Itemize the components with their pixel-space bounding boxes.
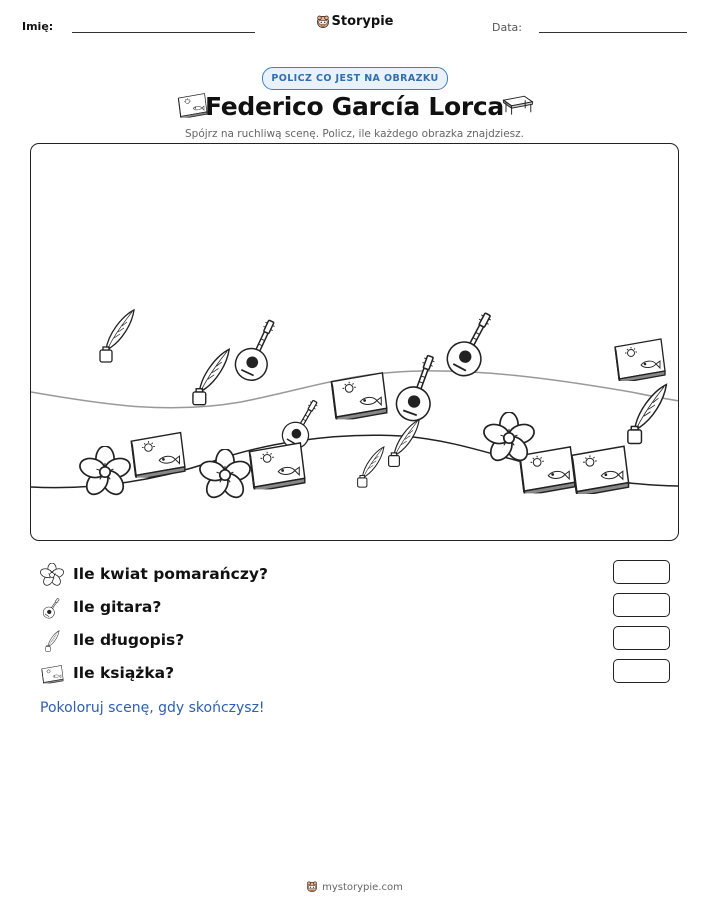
book-icon [572,446,629,496]
guitar-icon [278,395,327,453]
activity-badge: POLICZ CO JEST NA OBRAZKU [262,67,448,90]
quill-pen-icon [389,420,420,467]
date-field[interactable] [539,32,687,33]
answer-box[interactable] [613,659,670,683]
name-field[interactable] [72,32,255,33]
quill-pen-icon [628,385,667,444]
scene-drawing [31,144,679,541]
question-row-guitars [40,596,680,620]
question-row-flowers [40,563,680,587]
orange-blossom-icon [77,446,132,498]
page-title: Federico García Lorca [205,92,504,121]
question-text: Ile długopis? [73,631,185,649]
orange-blossom-icon [40,563,64,587]
brand-logo [0,14,709,29]
guitar-icon [40,596,64,620]
answer-box[interactable] [613,626,670,650]
answer-box[interactable] [613,593,670,617]
guitar-icon [441,306,502,381]
orange-blossom-icon [197,449,252,501]
book-icon [331,373,386,422]
quill-pen-icon [40,629,64,653]
table-icon [502,93,534,117]
storypie-logo-icon [316,15,330,29]
question-text: Ile kwiat pomarańczy? [73,565,268,583]
instructions: Spójrz na ruchliwą scenę. Policz, ile każdego obrazka znajdziesz. [185,128,524,140]
answer-box[interactable] [613,560,670,584]
counting-scene [30,143,679,541]
question-row-books [40,662,680,686]
quill-pen-icon [100,310,134,362]
question-row-pens [40,629,680,653]
footer-url: mystorypie.com [322,882,403,893]
name-label: Imię: [22,20,54,33]
book-icon [131,433,185,480]
storypie-logo-icon [306,881,318,893]
question-text: Ile książka? [73,664,175,682]
finish-instruction: Pokoloruj scenę, gdy skończysz! [40,700,265,716]
guitar-icon [230,315,286,386]
quill-pen-icon [358,447,384,487]
footer [0,881,709,893]
question-text: Ile gitara? [73,598,162,616]
guitar-icon [392,351,447,426]
book-icon [615,339,665,383]
date-label: Data: [492,21,522,34]
brand-name: Storypie [331,14,394,29]
book-icon [249,443,304,492]
quill-pen-icon [193,349,229,404]
book-icon [40,662,64,686]
